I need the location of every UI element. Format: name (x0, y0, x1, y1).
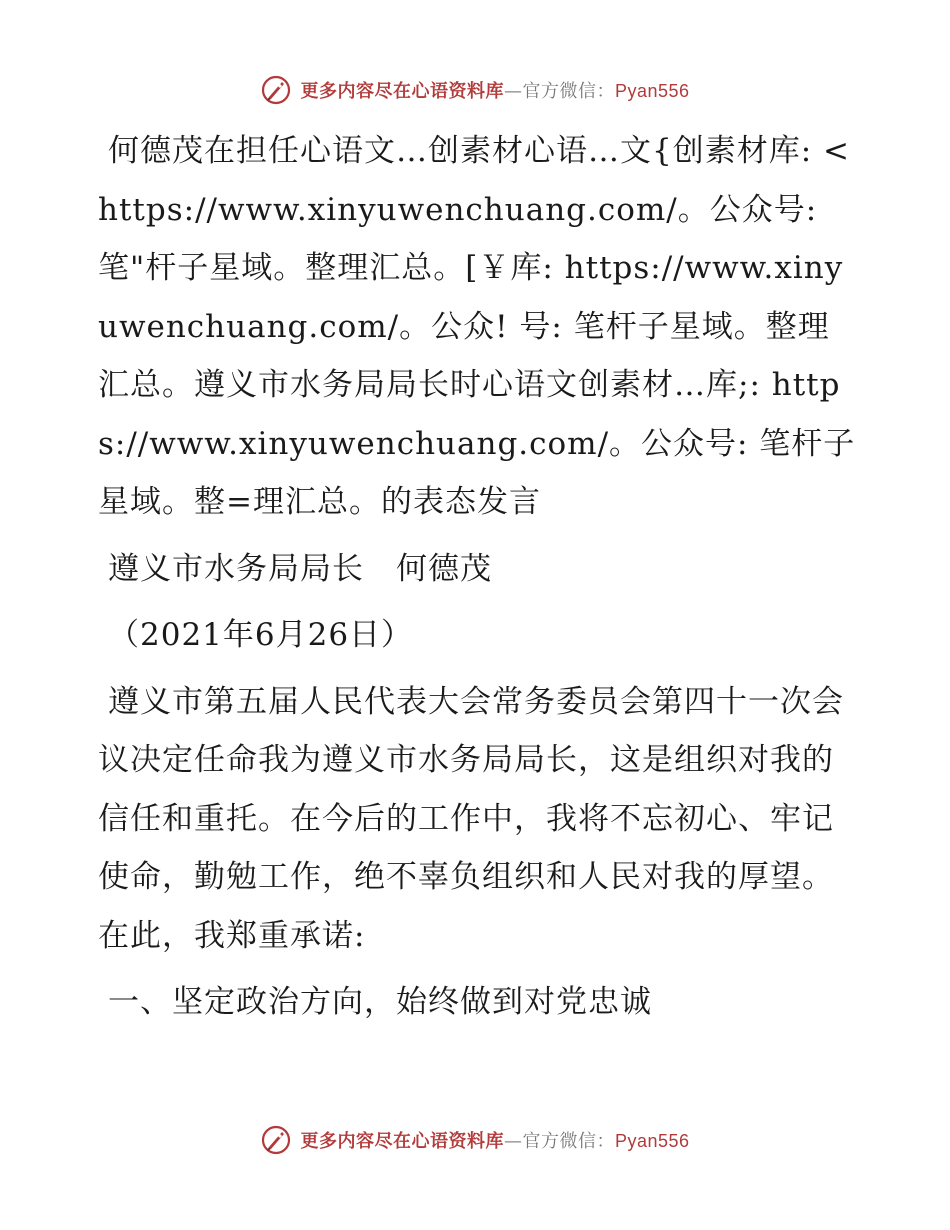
author-line: 遵义市水务局局长 何德茂 (108, 550, 492, 587)
document-body (98, 122, 858, 1032)
banner-main-text: 更多内容尽在心语资料库 (300, 81, 504, 102)
body-paragraph: 遵义市第五届人民代表大会常务委员会第四十一次会议决定任命我为遵义市水务局局长，这是组织对我的信任和重托。在今后的工作中，我将不忘初心、牢记使命，勤勉工作，绝不辜负组织和人民对我的厚望。在此，我郑重承诺: (98, 683, 844, 954)
section-heading: 一、坚定政治方向，始终做到对党忠诚 (108, 984, 652, 1020)
banner-text (300, 1127, 689, 1153)
banner-wechat-id: Pyan556 (614, 81, 690, 101)
banner-text (300, 77, 689, 103)
footer-banner (0, 1120, 950, 1160)
banner-wechat-id: Pyan556 (614, 1131, 690, 1151)
banner-wechat-label: 官方微信： (522, 1131, 615, 1152)
quill-pen-logo-icon (260, 74, 292, 106)
header-banner (0, 70, 950, 110)
banner-dash: — (503, 81, 523, 102)
banner-main-text: 更多内容尽在心语资料库 (300, 1131, 504, 1152)
banner-wechat-label: 官方微信： (522, 81, 615, 102)
intro-paragraph: 何德茂在担任心语文…创素材心语…文{创素材库: <https://www.xinyuwenchuang.com/。公众号: 笔"杆子星域。整理汇总。[￥库: https://www.xinyuwenchuang.com/。公众! 号: 笔杆子星域。整理汇总。遵义市水务局局长时心语文创素材…库;: https://www.xinyuwenchuang.com/。公众号: 笔杆子星域。整=理汇总。的表态发言 (98, 133, 856, 520)
date-line: （2021年6月26日） (108, 617, 414, 653)
quill-pen-logo-icon (260, 1124, 292, 1156)
banner-dash: — (503, 1131, 523, 1152)
